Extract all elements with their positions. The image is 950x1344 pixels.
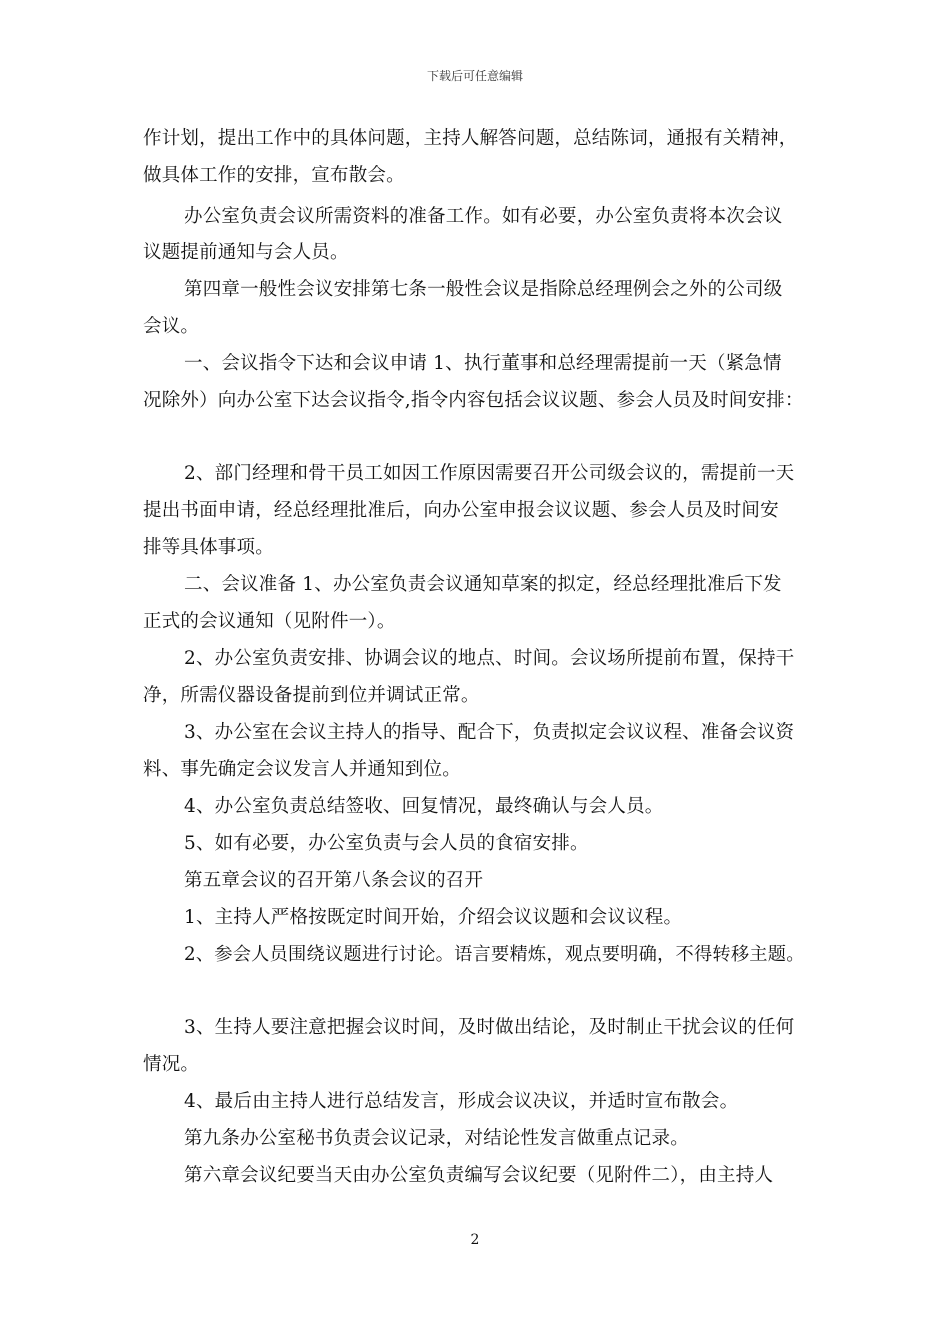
body-line: 况除外）向办公室下达会议指令,指令内容包括会议议题、参会人员及时间安排：: [143, 390, 804, 411]
body-line: 料、事先确定会议发言人并通知到位。: [143, 759, 461, 780]
body-line: 3、办公室在会议主持人的指导、配合下，负责拟定会议议程、准备会议资: [184, 722, 795, 743]
body-line: 一、会议指令下达和会议申请 1、执行董事和总经理需提前一天（紧急情: [184, 353, 782, 374]
body-line: 二、会议准备 1、办公室负责会议通知草案的拟定，经总经理批准后下发: [184, 574, 782, 595]
body-line: 第九条办公室秘书负责会议记录，对结论性发言做重点记录。: [184, 1128, 689, 1149]
body-line: 第六章会议纪要当天由办公室负责编写会议纪要（见附件二），由主持人: [184, 1165, 774, 1186]
body-line: 净，所需仪器设备提前到位并调试正常。: [143, 685, 480, 706]
body-line: 2、部门经理和骨干员工如因工作原因需要召开公司级会议的，需提前一天: [184, 463, 795, 484]
body-line: 做具体工作的安排，宣布散会。: [143, 165, 405, 186]
body-line: 4、办公室负责总结签收、回复情况，最终确认与会人员。: [184, 796, 664, 817]
body-line: 2、办公室负责安排、协调会议的地点、时间。会议场所提前布置，保持干: [184, 648, 795, 669]
body-line: 办公室负责会议所需资料的准备工作。如有必要，办公室负责将本次会议: [184, 206, 783, 227]
body-line: 正式的会议通知（见附件一）。: [143, 611, 396, 632]
body-line: 5、如有必要，办公室负责与会人员的食宿安排。: [184, 833, 589, 854]
body-line: 第五章会议的召开第八条会议的召开: [184, 870, 484, 891]
body-line: 第四章一般性会议安排第七条一般性会议是指除总经理例会之外的公司级: [184, 279, 783, 300]
body-line: 作计划，提出工作中的具体问题，主持人解答问题，总结陈词，通报有关精神，: [143, 128, 798, 149]
body-line: 2、参会人员围绕议题进行讨论。语言要精炼，观点要明确，不得转移主题。: [184, 944, 805, 965]
body-line: 3、生持人要注意把握会议时间，及时做出结论，及时制止干扰会议的任何: [184, 1017, 795, 1038]
body-line: 情况。: [143, 1054, 200, 1075]
body-line: 会议。: [143, 316, 200, 337]
page-number: 2: [470, 1232, 480, 1248]
body-line: 4、最后由主持人进行总结发言，形成会议决议，并适时宣布散会。: [184, 1091, 739, 1112]
body-line: 排等具体事项。: [143, 537, 274, 558]
body-line: 提出书面申请，经总经理批准后，向办公室申报会议议题、参会人员及时间安: [143, 500, 779, 521]
body-line: 议题提前通知与会人员。: [143, 242, 349, 263]
body-line: 1、主持人严格按既定时间开始，介绍会议议题和会议议程。: [184, 907, 683, 928]
page-header: 下载后可任意编辑: [426, 69, 523, 83]
